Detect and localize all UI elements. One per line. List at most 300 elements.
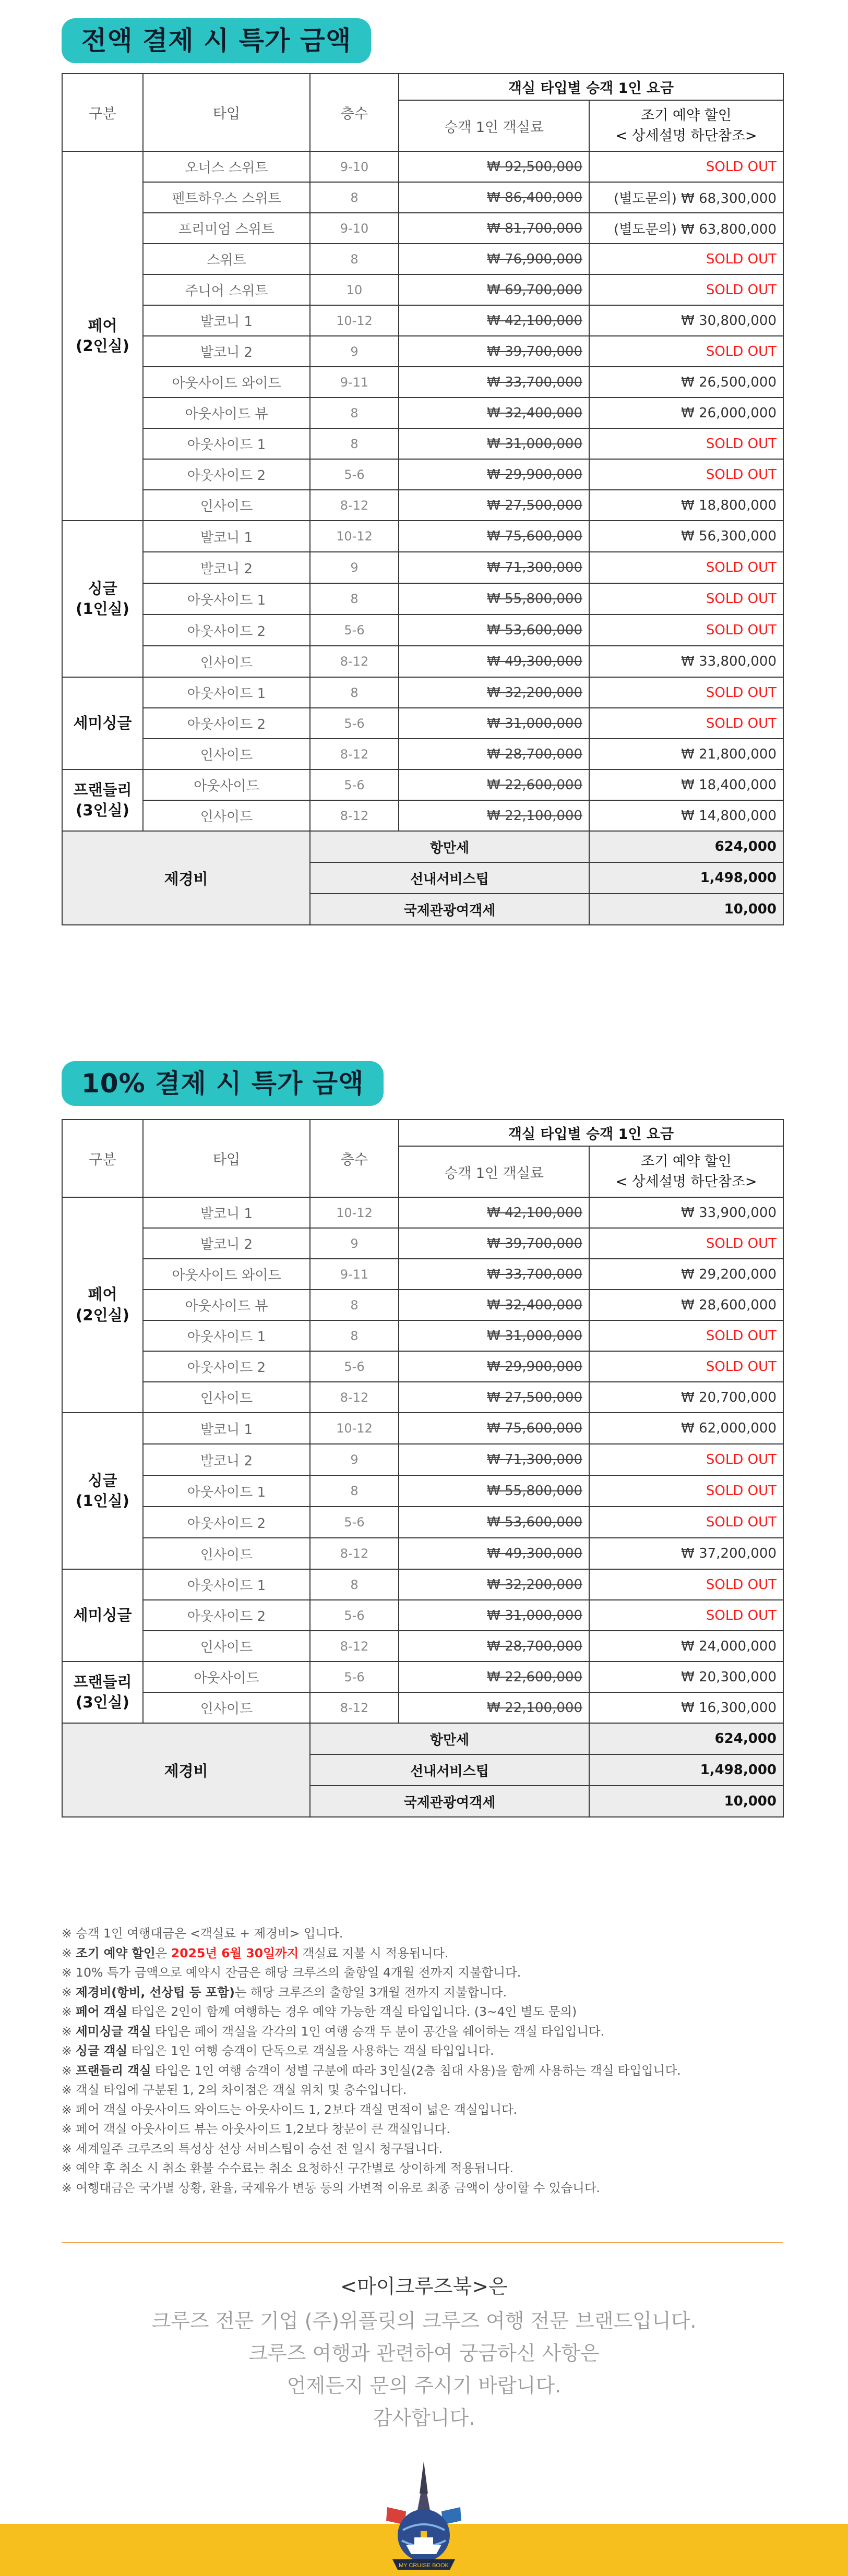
- cabin-type: 아웃사이드: [143, 769, 310, 800]
- fee-label: 제경비: [62, 1723, 310, 1817]
- table-row: [62, 552, 783, 583]
- cabin-floor: 5-6: [310, 1351, 399, 1382]
- early-booking-price: ₩ 18,400,000: [589, 769, 783, 800]
- note-text: ※ 객실 타입에 구분된 1, 2의 차이점은 객실 위치 및 층수입니다.: [62, 2083, 407, 2097]
- early-booking-price: ₩ 56,300,000: [589, 521, 783, 552]
- cabin-type: 아웃사이드 1: [143, 1320, 310, 1351]
- cabin-floor: 10-12: [310, 521, 399, 552]
- price-table-full-payment: [62, 73, 784, 925]
- regular-price: ₩ 32,200,000: [399, 677, 589, 708]
- note-line: [62, 2100, 792, 2120]
- header-regular-price: 승객 1인 객실료: [399, 100, 589, 151]
- early-booking-price: (별도문의) ₩ 68,300,000: [589, 182, 783, 213]
- regular-price: ₩ 22,600,000: [399, 1662, 589, 1692]
- regular-price: ₩ 42,100,000: [399, 1197, 589, 1228]
- table-row: [62, 274, 783, 305]
- cabin-type: 인사이드: [143, 739, 310, 769]
- regular-price: ₩ 31,000,000: [399, 708, 589, 739]
- sold-out-badge: SOLD OUT: [589, 552, 783, 583]
- cabin-floor: 5-6: [310, 708, 399, 739]
- regular-price: ₩ 22,600,000: [399, 769, 589, 800]
- early-booking-price: ₩ 37,200,000: [589, 1538, 783, 1569]
- fee-name: 선내서비스팁: [310, 1754, 589, 1786]
- header-early-note: < 상세설명 하단참조>: [615, 128, 757, 144]
- fee-name: 항만세: [310, 1723, 589, 1754]
- fee-name: 선내서비스팁: [310, 862, 589, 894]
- regular-price: ₩ 92,500,000: [399, 151, 589, 182]
- regular-price: ₩ 55,800,000: [399, 583, 589, 615]
- cabin-type: 프리미엄 스위트: [143, 213, 310, 244]
- cabin-type: 발코니 2: [143, 1444, 310, 1475]
- cabin-floor: 10-12: [310, 1197, 399, 1228]
- fee-row: [62, 1723, 783, 1754]
- regular-price: ₩ 49,300,000: [399, 1538, 589, 1569]
- regular-price: ₩ 53,600,000: [399, 615, 589, 646]
- brand-logo-icon: [377, 2457, 471, 2576]
- cabin-floor: 5-6: [310, 1507, 399, 1538]
- cabin-floor: 8: [310, 583, 399, 615]
- table-row: [62, 367, 783, 398]
- table-row: [62, 646, 783, 677]
- note-text: ※ 승객 1인 여행대금은 <객실료 + 제경비> 입니다.: [62, 1926, 343, 1941]
- cabin-type: 발코니 2: [143, 552, 310, 583]
- header-early-label: 조기 예약 할인: [641, 107, 732, 124]
- note-line: [62, 2159, 792, 2178]
- fee-name: 국제관광여객세: [310, 894, 589, 925]
- cabin-floor: 8: [310, 677, 399, 708]
- brand-line-2: 크루즈 여행과 관련하여 궁금하신 사항은: [248, 2342, 600, 2365]
- note-line: [62, 2139, 792, 2159]
- early-booking-price: ₩ 20,300,000: [589, 1662, 783, 1692]
- table-row: [62, 182, 783, 213]
- brand-line-3: 언제든지 문의 주시기 바랍니다.: [286, 2374, 562, 2397]
- sold-out-badge: SOLD OUT: [589, 274, 783, 305]
- cabin-floor: 8-12: [310, 1631, 399, 1662]
- cabin-floor: 8: [310, 182, 399, 213]
- cabin-type: 아웃사이드 뷰: [143, 1290, 310, 1320]
- cabin-floor: 8: [310, 1320, 399, 1351]
- regular-price: ₩ 39,700,000: [399, 1228, 589, 1259]
- note-text: 타입은 1인 여행 승객이 단독으로 객실을 사용하는 객실 타입입니다.: [127, 2043, 494, 2058]
- header-category: 구분: [62, 74, 143, 151]
- fee-row: [62, 831, 783, 862]
- table-row: [62, 1662, 783, 1692]
- note-text: ※ 여행대금은 국가별 상황, 환율, 국제유가 변동 등의 가변적 이유로 최종 금액이 상이할 수 있습니다.: [62, 2180, 601, 2195]
- table-row: [62, 1569, 783, 1600]
- cabin-type: 아웃사이드 1: [143, 1569, 310, 1600]
- note-text: ※ 10% 특가 금액으로 예약시 잔금은 해당 크루즈의 출항일 4개월 전까지 지불합니다.: [62, 1965, 521, 1980]
- note-text: 세미싱글 객실: [76, 2024, 151, 2039]
- regular-price: ₩ 86,400,000: [399, 182, 589, 213]
- regular-price: ₩ 33,700,000: [399, 1259, 589, 1290]
- table-row: [62, 1259, 783, 1290]
- early-booking-price: ₩ 26,500,000: [589, 367, 783, 398]
- table-header-row: [62, 74, 783, 100]
- group-label: [62, 1569, 143, 1662]
- sold-out-badge: SOLD OUT: [589, 244, 783, 274]
- note-line: [62, 1944, 792, 1964]
- note-text: 프랜들리 객실: [76, 2063, 151, 2078]
- note-text: 타입은 2인이 함께 여행하는 경우 예약 가능한 객실 타입입니다. (3~4인 별도 문의): [127, 2004, 577, 2019]
- fee-name: 국제관광여객세: [310, 1786, 589, 1817]
- cabin-type: 아웃사이드 2: [143, 1600, 310, 1631]
- note-line: [62, 2041, 792, 2061]
- cabin-type: 아웃사이드: [143, 1662, 310, 1692]
- note-text: 타입은 페어 객실을 각각의 1인 여행 승객 두 분이 공간을 쉐어하는 객실 타입입니다.: [151, 2024, 605, 2039]
- note-text: ※ 페어 객실 아웃사이드 와이드는 아웃사이드 1, 2보다 객실 면적이 넓은 객실입니다.: [62, 2102, 518, 2117]
- note-text: ※ 예약 후 취소 시 취소 환불 수수료는 취소 요청하신 구간별로 상이하게 적용됩니다.: [62, 2161, 513, 2175]
- brand-line-1: 크루즈 전문 기업 (주)위플릿의 크루즈 여행 전문 브랜드입니다.: [151, 2309, 697, 2332]
- table-row: [62, 1351, 783, 1382]
- cabin-type: 펜트하우스 스위트: [143, 182, 310, 213]
- fee-value: 624,000: [589, 1723, 783, 1754]
- header-floor: 층수: [310, 74, 399, 151]
- regular-price: ₩ 32,200,000: [399, 1569, 589, 1600]
- regular-price: ₩ 31,000,000: [399, 428, 589, 459]
- early-booking-price: ₩ 21,800,000: [589, 739, 783, 769]
- regular-price: ₩ 75,600,000: [399, 521, 589, 552]
- cabin-type: 아웃사이드 2: [143, 459, 310, 490]
- regular-price: ₩ 71,300,000: [399, 552, 589, 583]
- cabin-type: 아웃사이드 1: [143, 583, 310, 615]
- cabin-floor: 10-12: [310, 1413, 399, 1444]
- group-label-line: 세미싱글: [73, 1606, 132, 1624]
- cabin-floor: 8-12: [310, 646, 399, 677]
- group-label-line: 페어: [88, 316, 117, 334]
- cabin-type: 발코니 2: [143, 1228, 310, 1259]
- table-row: [62, 305, 783, 336]
- table-row: [62, 1692, 783, 1723]
- regular-price: ₩ 69,700,000: [399, 274, 589, 305]
- cabin-type: 발코니 1: [143, 521, 310, 552]
- note-text: ※ 세계일주 크루즈의 특성상 선상 서비스팁이 승선 전 일시 청구됩니다.: [62, 2141, 443, 2156]
- early-booking-price: ₩ 24,000,000: [589, 1631, 783, 1662]
- sold-out-badge: SOLD OUT: [589, 459, 783, 490]
- table-row: [62, 1631, 783, 1662]
- regular-price: ₩ 29,900,000: [399, 1351, 589, 1382]
- note-text: 제경비(항비, 선상팁 등 포함): [76, 1984, 235, 2000]
- section1-title: 전액 결제 시 특가 금액: [62, 18, 371, 63]
- fee-value: 624,000: [589, 831, 783, 862]
- early-booking-price: ₩ 33,800,000: [589, 646, 783, 677]
- cabin-floor: 9: [310, 1444, 399, 1475]
- note-text: ※ 페어 객실 아웃사이드 뷰는 아웃사이드 1,2보다 창문이 큰 객실입니다.: [62, 2122, 450, 2136]
- table-row: [62, 708, 783, 739]
- regular-price: ₩ 28,700,000: [399, 739, 589, 769]
- regular-price: ₩ 27,500,000: [399, 490, 589, 521]
- group-label-line: 세미싱글: [73, 714, 132, 732]
- table-row: [62, 398, 783, 428]
- note-text: ※: [62, 2024, 76, 2039]
- cabin-type: 아웃사이드 와이드: [143, 367, 310, 398]
- cabin-floor: 8-12: [310, 739, 399, 769]
- group-label-line: 프랜들리: [73, 780, 132, 799]
- note-text: 페어 객실: [76, 2004, 128, 2019]
- note-line: [62, 2178, 792, 2198]
- group-label-line: (2인실): [76, 337, 129, 355]
- early-booking-price: ₩ 26,000,000: [589, 398, 783, 428]
- cabin-floor: 5-6: [310, 1662, 399, 1692]
- cabin-floor: 9-10: [310, 213, 399, 244]
- group-label-line: 싱글: [88, 1471, 117, 1489]
- cabin-type: 주니어 스위트: [143, 274, 310, 305]
- regular-price: ₩ 28,700,000: [399, 1631, 589, 1662]
- table-row: [62, 1413, 783, 1444]
- sold-out-badge: SOLD OUT: [589, 583, 783, 615]
- fee-value: 10,000: [589, 894, 783, 925]
- svg-text:MY CRUISE BOOK: MY CRUISE BOOK: [399, 2562, 449, 2569]
- cabin-type: 인사이드: [143, 1538, 310, 1569]
- cabin-type: 스위트: [143, 244, 310, 274]
- sold-out-badge: SOLD OUT: [589, 428, 783, 459]
- sold-out-badge: SOLD OUT: [589, 1320, 783, 1351]
- header-early-booking: [589, 100, 783, 151]
- header-early-booking: [589, 1146, 783, 1197]
- table-row: [62, 428, 783, 459]
- regular-price: ₩ 39,700,000: [399, 336, 589, 367]
- cabin-type: 발코니 2: [143, 336, 310, 367]
- cabin-floor: 9: [310, 336, 399, 367]
- regular-price: ₩ 76,900,000: [399, 244, 589, 274]
- cabin-floor: 8-12: [310, 1538, 399, 1569]
- cabin-floor: 8: [310, 428, 399, 459]
- cabin-type: 인사이드: [143, 1631, 310, 1662]
- regular-price: ₩ 71,300,000: [399, 1444, 589, 1475]
- header-type: 타입: [143, 1120, 310, 1197]
- table-row: [62, 1228, 783, 1259]
- early-booking-price: (별도문의) ₩ 63,800,000: [589, 213, 783, 244]
- group-label-line: (3인실): [76, 1693, 129, 1711]
- note-line: [62, 2080, 792, 2100]
- regular-price: ₩ 31,000,000: [399, 1320, 589, 1351]
- cabin-floor: 5-6: [310, 1600, 399, 1631]
- table-row: [62, 521, 783, 552]
- brand-title: <마이크루즈북>은: [340, 2275, 508, 2298]
- group-label: [62, 1197, 143, 1413]
- early-booking-price: ₩ 29,200,000: [589, 1259, 783, 1290]
- sold-out-badge: SOLD OUT: [589, 1444, 783, 1475]
- cabin-type: 인사이드: [143, 646, 310, 677]
- group-label: [62, 521, 143, 677]
- regular-price: ₩ 33,700,000: [399, 367, 589, 398]
- cabin-floor: 5-6: [310, 615, 399, 646]
- cabin-floor: 8-12: [310, 1692, 399, 1723]
- group-label-line: (1인실): [76, 600, 129, 618]
- early-booking-price: ₩ 30,800,000: [589, 305, 783, 336]
- cabin-type: 아웃사이드 2: [143, 615, 310, 646]
- early-booking-price: ₩ 20,700,000: [589, 1382, 783, 1413]
- regular-price: ₩ 49,300,000: [399, 646, 589, 677]
- note-text: ※: [62, 2063, 76, 2078]
- table-row: [62, 800, 783, 831]
- section2-title: 10% 결제 시 특가 금액: [62, 1061, 384, 1106]
- regular-price: ₩ 42,100,000: [399, 305, 589, 336]
- table-row: [62, 1600, 783, 1631]
- header-early-note: < 상세설명 하단참조>: [615, 1174, 757, 1190]
- note-line: [62, 2061, 792, 2081]
- note-line: [62, 1983, 792, 2003]
- cabin-floor: 9-10: [310, 151, 399, 182]
- regular-price: ₩ 32,400,000: [399, 1290, 589, 1320]
- cabin-type: 발코니 1: [143, 1413, 310, 1444]
- cabin-floor: 9-11: [310, 367, 399, 398]
- brand-line-4: 감사합니다.: [373, 2406, 475, 2429]
- header-type: 타입: [143, 74, 310, 151]
- table-row: [62, 336, 783, 367]
- note-highlight: 2025년 6월 30일까지: [171, 1945, 299, 1960]
- early-booking-price: ₩ 16,300,000: [589, 1692, 783, 1723]
- note-text: 는 해당 크루즈의 출항일 3개월 전까지 지불합니다.: [234, 1984, 507, 2000]
- regular-price: ₩ 81,700,000: [399, 213, 589, 244]
- notes-list: [62, 1924, 792, 2198]
- cabin-type: 인사이드: [143, 800, 310, 831]
- regular-price: ₩ 22,100,000: [399, 800, 589, 831]
- sold-out-badge: SOLD OUT: [589, 1475, 783, 1507]
- early-booking-price: ₩ 14,800,000: [589, 800, 783, 831]
- sold-out-badge: SOLD OUT: [589, 1569, 783, 1600]
- sold-out-badge: SOLD OUT: [589, 151, 783, 182]
- cabin-type: 아웃사이드 1: [143, 1475, 310, 1507]
- price-table-deposit-payment: [62, 1119, 784, 1817]
- note-line: [62, 2002, 792, 2022]
- group-label-line: 페어: [88, 1285, 117, 1304]
- table-row: [62, 1444, 783, 1475]
- group-label-line: (1인실): [76, 1492, 129, 1510]
- note-text: ※: [62, 2004, 76, 2019]
- cabin-floor: 8: [310, 398, 399, 428]
- note-line: [62, 2022, 792, 2042]
- fee-value: 1,498,000: [589, 862, 783, 894]
- regular-price: ₩ 22,100,000: [399, 1692, 589, 1723]
- cabin-floor: 5-6: [310, 769, 399, 800]
- regular-price: ₩ 32,400,000: [399, 398, 589, 428]
- table-row: [62, 1197, 783, 1228]
- cabin-floor: 8: [310, 244, 399, 274]
- note-text: 타입은 1인 여행 승객이 성별 구분에 따라 3인실(2층 침대 사용)을 함께 사용하는 객실 타입입니다.: [151, 2063, 681, 2078]
- table-row: [62, 1538, 783, 1569]
- group-label: [62, 151, 143, 521]
- cabin-type: 발코니 1: [143, 305, 310, 336]
- sold-out-badge: SOLD OUT: [589, 336, 783, 367]
- group-label-line: 싱글: [88, 579, 117, 597]
- note-text: 은: [155, 1945, 171, 1960]
- early-booking-price: ₩ 28,600,000: [589, 1290, 783, 1320]
- cabin-type: 아웃사이드 1: [143, 428, 310, 459]
- note-text: 싱글 객실: [76, 2043, 128, 2058]
- group-label: [62, 677, 143, 769]
- cabin-floor: 10: [310, 274, 399, 305]
- cabin-type: 인사이드: [143, 1692, 310, 1723]
- table-row: [62, 1320, 783, 1351]
- table-row: [62, 583, 783, 615]
- early-booking-price: ₩ 33,900,000: [589, 1197, 783, 1228]
- sold-out-badge: SOLD OUT: [589, 1600, 783, 1631]
- sold-out-badge: SOLD OUT: [589, 708, 783, 739]
- table-row: [62, 213, 783, 244]
- cabin-type: 발코니 1: [143, 1197, 310, 1228]
- sold-out-badge: SOLD OUT: [589, 1228, 783, 1259]
- header-price-group: 객실 타입별 승객 1인 요금: [399, 74, 783, 100]
- fee-value: 1,498,000: [589, 1754, 783, 1786]
- early-booking-price: ₩ 18,800,000: [589, 490, 783, 521]
- header-price-group: 객실 타입별 승객 1인 요금: [399, 1120, 783, 1146]
- cabin-type: 인사이드: [143, 490, 310, 521]
- table-row: [62, 739, 783, 769]
- note-text: 객실료 지불 시 적용됩니다.: [298, 1945, 449, 1960]
- table-row: [62, 615, 783, 646]
- note-text: 조기 예약 할인: [76, 1945, 156, 1960]
- cabin-type: 아웃사이드 2: [143, 708, 310, 739]
- table-row: [62, 151, 783, 182]
- group-label-line: (2인실): [76, 1306, 129, 1324]
- cabin-floor: 8: [310, 1290, 399, 1320]
- cabin-type: 인사이드: [143, 1382, 310, 1413]
- header-early-label: 조기 예약 할인: [641, 1153, 732, 1170]
- cabin-floor: 9-11: [310, 1259, 399, 1290]
- regular-price: ₩ 53,600,000: [399, 1507, 589, 1538]
- cabin-floor: 8: [310, 1475, 399, 1507]
- cabin-type: 아웃사이드 2: [143, 1507, 310, 1538]
- table-row: [62, 490, 783, 521]
- table-row: [62, 459, 783, 490]
- header-category: 구분: [62, 1120, 143, 1197]
- group-label-line: 프랜들리: [73, 1672, 132, 1691]
- cabin-type: 아웃사이드 와이드: [143, 1259, 310, 1290]
- divider: [62, 2242, 783, 2243]
- cabin-floor: 9: [310, 552, 399, 583]
- regular-price: ₩ 55,800,000: [399, 1475, 589, 1507]
- cabin-floor: 5-6: [310, 459, 399, 490]
- fee-label: 제경비: [62, 831, 310, 925]
- note-text: ※: [62, 1945, 76, 1960]
- header-regular-price: 승객 1인 객실료: [399, 1146, 589, 1197]
- cabin-type: 오너스 스위트: [143, 151, 310, 182]
- table-row: [62, 1290, 783, 1320]
- table-header-row: [62, 1120, 783, 1146]
- group-label-line: (3인실): [76, 801, 129, 819]
- note-text: ※: [62, 2043, 76, 2058]
- cabin-floor: 8-12: [310, 800, 399, 831]
- header-floor: 층수: [310, 1120, 399, 1197]
- sold-out-badge: SOLD OUT: [589, 677, 783, 708]
- group-label: [62, 1662, 143, 1723]
- fee-value: 10,000: [589, 1786, 783, 1817]
- cabin-type: 아웃사이드 1: [143, 677, 310, 708]
- regular-price: ₩ 29,900,000: [399, 459, 589, 490]
- sold-out-badge: SOLD OUT: [589, 1507, 783, 1538]
- cabin-floor: 9: [310, 1228, 399, 1259]
- early-booking-price: ₩ 62,000,000: [589, 1413, 783, 1444]
- table-row: [62, 677, 783, 708]
- group-label: [62, 769, 143, 831]
- cabin-floor: 8-12: [310, 490, 399, 521]
- cabin-floor: 8-12: [310, 1382, 399, 1413]
- note-text: ※: [62, 1984, 76, 2000]
- table-row: [62, 1507, 783, 1538]
- note-line: [62, 1963, 792, 1983]
- table-row: [62, 1382, 783, 1413]
- fee-name: 항만세: [310, 831, 589, 862]
- cabin-floor: 8: [310, 1569, 399, 1600]
- cabin-floor: 10-12: [310, 305, 399, 336]
- sold-out-badge: SOLD OUT: [589, 1351, 783, 1382]
- regular-price: ₩ 31,000,000: [399, 1600, 589, 1631]
- note-line: [62, 2120, 792, 2139]
- table-row: [62, 1475, 783, 1507]
- cabin-type: 아웃사이드 2: [143, 1351, 310, 1382]
- table-row: [62, 769, 783, 800]
- cabin-type: 아웃사이드 뷰: [143, 398, 310, 428]
